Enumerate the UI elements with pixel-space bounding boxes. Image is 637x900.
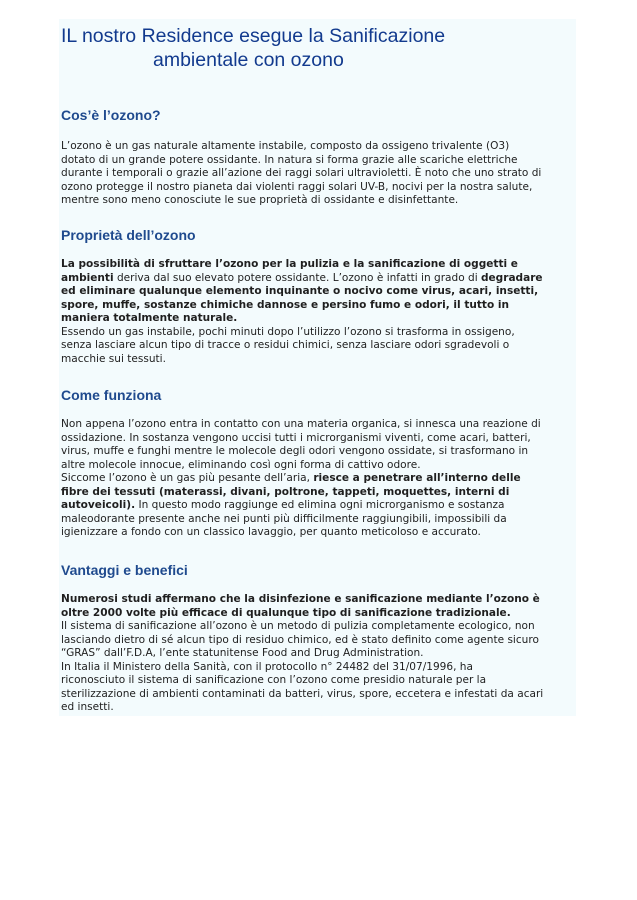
section-body-cos-e: L’ozono è un gas naturale altamente instabile, composto da ossigeno trivalente (O3) dotato di un grande potere ossidante. In natura si forma grazie alle scariche elettriche durante i temporali o grazie all’azione dei raggi solari ultravioletti. È noto che uno strato di ozono protegge il nostro pianeta dai violenti raggi solari UV-B, nocivi per la nostra salute, mentre sono meno conosciute le sue proprietà di ossidante e disinfettante. <box>61 140 542 206</box>
title-line-2: ambientale con ozono <box>153 49 344 71</box>
section-body-vantaggi: Numerosi studi affermano che la disinfezione e sanificazione mediante l’ozono è oltre 2000 volte più efficace di qualunque tipo di sanificazione tradizionale. Il sistema di sanificazione all’ozono è un metodo di pulizia completamente ecologico, non lasciando dietro di sé alcun tipo di residuo chimico, ed è stato definito come agente sicuro “GRAS” dall’F.D.A, l’ente statunitense Food and Drug Administration. In Italia il Ministero della Sanità, con il protocollo n° 24482 del 31/07/1996, ha riconosciuto il sistema di sanificazione con l’ozono come presidio naturale per la sterilizzazione di ambienti contaminati da batteri, virus, spore, eccetera e infestati da acari ed insetti. <box>61 593 544 713</box>
section-heading-vantaggi: Vantaggi e benefici <box>61 562 188 578</box>
section-heading-proprieta: Proprietà dell’ozono <box>61 227 196 243</box>
section-body-come-funziona: Non appena l’ozono entra in contatto con una materia organica, si innesca una reazione di ossidazione. In sostanza vengono uccisi tutti i microrganismi viventi, come acari, batteri, virus, muffe e funghi mentre le molecole degli odori vengono ossidate, si trasformano in altre molecole innocue, eliminando così ogni forma di cattivo odore. Siccome l’ozono è un gas più pesante dell’aria, riesce a penetrare all’interno delle fibre dei tessuti (materassi, divani, poltrone, tappeti, moquettes, interni di autoveicoli). In questo modo raggiunge ed elimina ogni microrganismo e sostanza maleodorante presente anche nei punti più difficilmente raggiungibili, impossibili da igienizzare a fondo con un classico lavaggio, per quanto meticoloso e accurato. <box>61 418 541 538</box>
section-heading-come-funziona: Come funziona <box>61 387 162 403</box>
section-body-proprieta: La possibilità di sfruttare l’ozono per la pulizia e la sanificazione di oggetti e ambienti deriva dal suo elevato potere ossidante. L’ozono è infatti in grado di degradare ed eliminare qualunque elemento inquinante o nocivo come virus, acari, insetti, spore, muffe, sostanze chimiche dannose e persino fumo e odori, il tutto in maniera totalmente naturale. Essendo un gas instabile, pochi minuti dopo l’utilizzo l’ozono si trasforma in ossigeno, senza lasciare alcun tipo di tracce o residui chimici, senza lasciare odori sgradevoli o macchie sui tessuti. <box>61 258 543 365</box>
title-line-1: IL nostro Residence esegue la Sanificazione <box>61 25 446 47</box>
page-title <box>61 24 575 72</box>
section-heading-cos-e: Cos’è l’ozono? <box>61 107 161 123</box>
